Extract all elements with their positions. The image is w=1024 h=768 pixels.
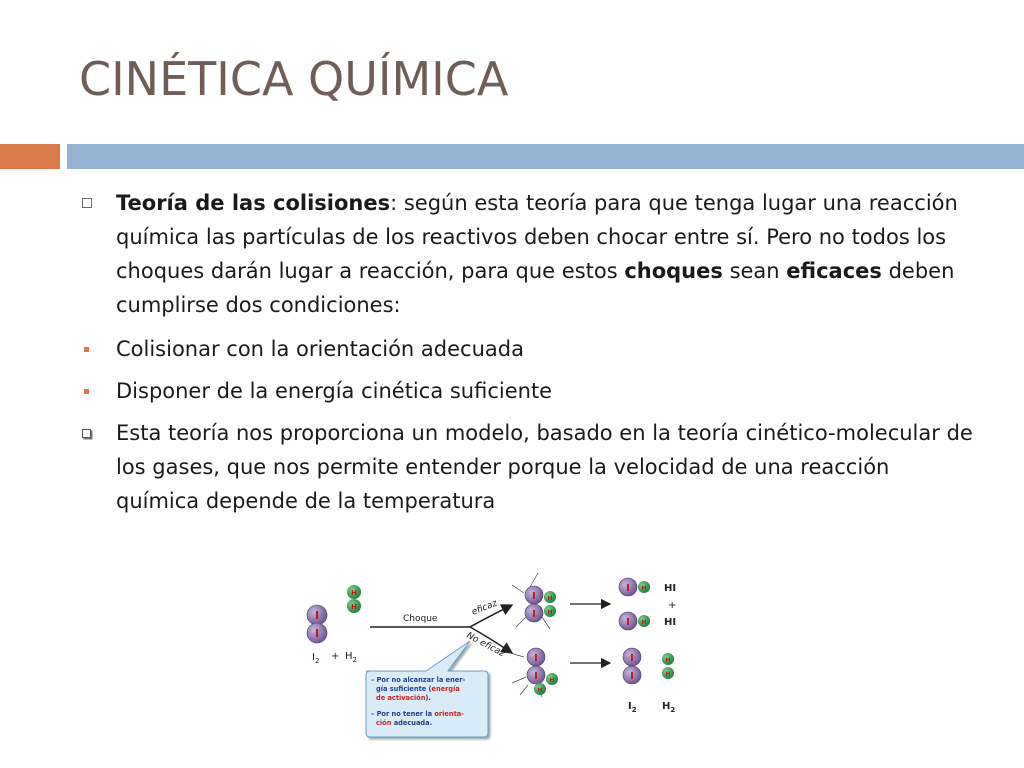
ineffective-collision-cluster xyxy=(510,648,558,697)
effective-collision-cluster xyxy=(512,573,556,629)
atom-h-label: H xyxy=(665,671,671,678)
atom-h-label: H xyxy=(351,589,357,597)
atom-i-label: I xyxy=(532,591,536,602)
unchanged-molecules xyxy=(623,648,674,684)
atom-h-label: H xyxy=(547,595,553,602)
bullet-text: Disponer de la energía cinética suficiente xyxy=(116,379,553,403)
slide-title: CINÉTICA QUÍMICA xyxy=(79,52,509,106)
bullet-energy xyxy=(78,374,978,408)
label-no-eficaz: No eficaz xyxy=(464,630,507,660)
callout-text: – Por no alcanzar la ener- xyxy=(371,676,466,684)
callout-text: ción adecuada. xyxy=(376,719,433,727)
shadow-square-bullet-icon xyxy=(82,429,91,438)
orange-square-bullet-icon xyxy=(84,347,89,352)
atom-h-label: H xyxy=(547,609,553,616)
title-divider-bar xyxy=(67,144,1024,169)
label-eficaz: eficaz xyxy=(470,598,499,618)
label-h2: $H_2$ xyxy=(345,651,357,664)
atom-i-label: I xyxy=(626,583,630,594)
callout-box xyxy=(366,641,488,737)
bullet-collision-theory xyxy=(78,186,978,322)
bullet-text: deben cumplirse dos condiciones: xyxy=(116,259,955,317)
atom-i-label: I xyxy=(314,609,320,622)
label-plus: + xyxy=(668,600,677,611)
bullet-text: Colisionar con la orientación adecuada xyxy=(116,337,524,361)
atom-i-label: I xyxy=(534,653,538,664)
callout-text: – Por no tener la orienta- xyxy=(371,710,464,718)
atom-i-label: I xyxy=(314,627,320,640)
title-accent-bar xyxy=(0,144,60,169)
atom-h-label: H xyxy=(665,657,671,664)
label-i2: $I_2$ xyxy=(312,652,320,665)
label-hi: HI xyxy=(664,617,677,628)
label-result-h2: $H_2$ xyxy=(662,701,676,714)
term-eficaces: eficaces xyxy=(786,259,882,283)
term-choques: choques xyxy=(624,259,723,283)
atom-i-label: I xyxy=(630,671,634,682)
product-hi-molecules xyxy=(619,578,650,630)
atom-h-label: H xyxy=(641,585,647,592)
term-collision-theory: Teoría de las colisiones xyxy=(116,191,391,215)
atom-i-label: I xyxy=(626,617,630,628)
label-result-i2: $I_2$ xyxy=(628,701,637,714)
bullet-text: Esta teoría nos proporciona un modelo, basado en la teoría cinético-molecular de los gases, que nos permite entender porque la velocidad de una reacción química depende de la temperatura xyxy=(116,421,973,513)
bullet-model xyxy=(78,416,978,518)
reactant-h2-molecule xyxy=(347,585,361,613)
collision-diagram xyxy=(298,565,708,750)
atom-i-label: I xyxy=(630,653,634,664)
label-choque: Choque xyxy=(403,614,438,624)
callout-text: de activación). xyxy=(376,694,431,702)
orange-square-bullet-icon xyxy=(84,389,89,394)
label-plus: + xyxy=(331,651,340,662)
slide-body xyxy=(78,186,978,528)
label-hi: HI xyxy=(664,583,677,594)
atom-i-label: I xyxy=(532,609,536,620)
atom-h-label: H xyxy=(351,603,357,611)
square-bullet-icon xyxy=(82,198,92,208)
bullet-text: : según esta teoría para que tenga lugar una reacción química las partículas de los reactivos deben chocar entre sí. Pero no todos los choques darán lugar a reacción, para que estos xyxy=(116,191,958,283)
atom-h-label: H xyxy=(537,687,543,694)
bullet-text: sean xyxy=(722,259,787,283)
bullet-orientation xyxy=(78,332,978,366)
atom-h-label: H xyxy=(641,619,647,626)
atom-i-label: I xyxy=(534,671,538,682)
reactant-i2-molecule xyxy=(307,605,327,643)
callout-text: gía suficiente (energía xyxy=(376,685,460,693)
atom-h-label: H xyxy=(549,677,555,684)
